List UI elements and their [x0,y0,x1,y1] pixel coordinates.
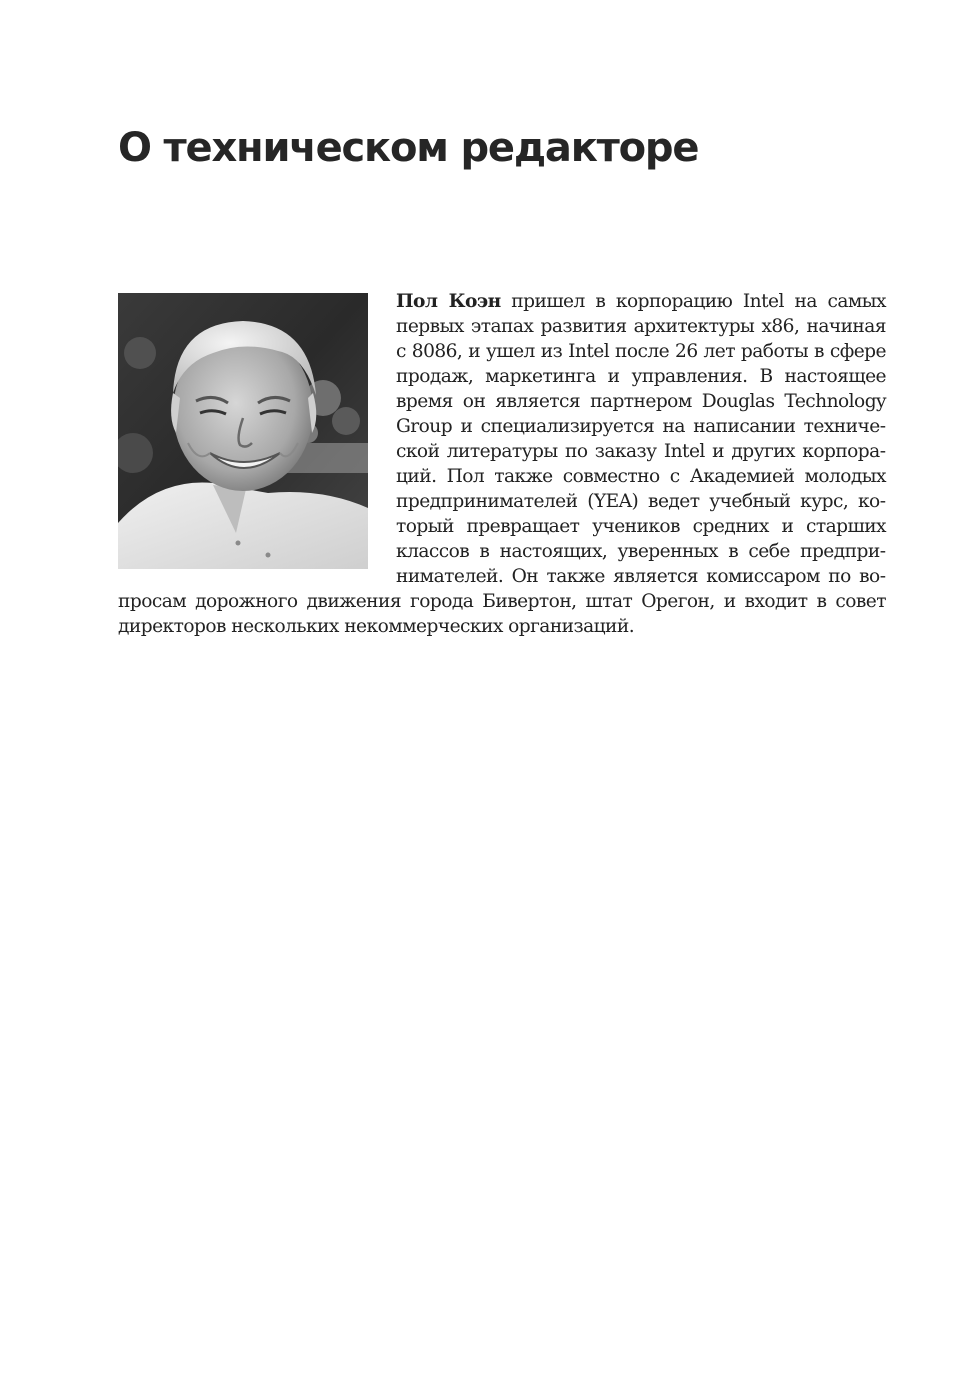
page-title: О техническом редакторе [118,125,699,171]
bio-body-text: пришел в корпорацию Intel на самых первых этапах развития архитектуры x86, начиная с 8086, и ушел из Intel после 26 лет работы в сфере продаж, маркетинга и управления. В настоящее время он является партнером Douglas Technology Group и специализируется на написании технической литературы по заказу Intel и других корпораций. Пол также совместно с Академией молодых предпринимателей (YEA) ведет учебный курс, который превращает учеников средних и старших классов в настоящих, уверенных в себе предпринимателей. Он также является комиссаром по вопросам дорожного движения города Бивертон, штат Орегон, и входит в совет директоров нескольких некоммерческих организаций. [118,291,886,637]
bio-section [118,289,886,639]
portrait-photo [118,293,368,569]
person-name: Пол Коэн [396,291,501,312]
